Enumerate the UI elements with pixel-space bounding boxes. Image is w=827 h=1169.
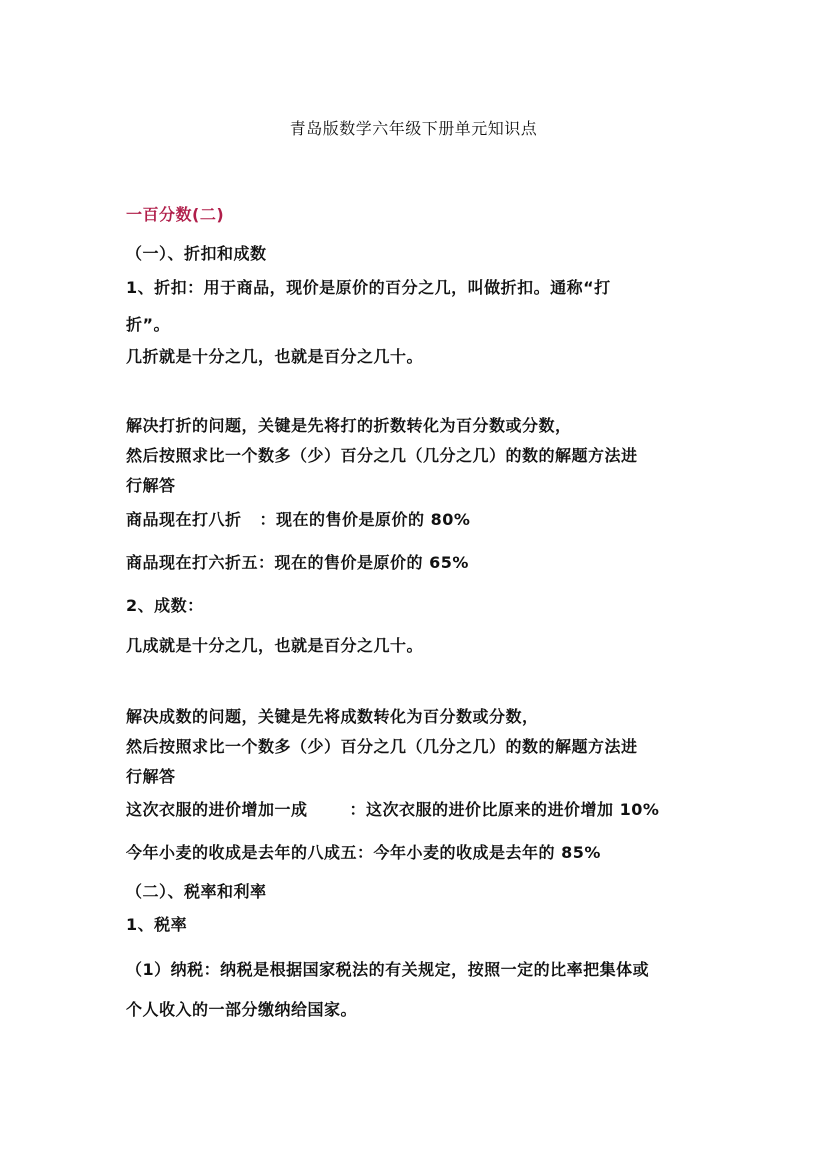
example-result: ：这次衣服的进价比原来的进价增加 10% (349, 800, 660, 819)
example-line: 商品现在打六折五：现在的售价是原价的 65% (126, 553, 469, 572)
example-line: 今年小麦的收成是去年的八成五：今年小麦的收成是去年的 85% (126, 843, 601, 862)
subsection-heading: （二）、税率和利率 (126, 882, 267, 901)
example-result: ：现在的售价是原价的 80% (259, 510, 471, 529)
paragraph-line: 行解答 (126, 767, 176, 786)
subsection-heading: （一）、折扣和成数 (126, 244, 267, 263)
example-text: 这次衣服的进价增加一成 (126, 800, 308, 819)
paragraph-line: 然后按照求比一个数多（少）百分之几（几分之几）的数的解题方法进 (126, 737, 638, 756)
paragraph-line: 几成就是十分之几，也就是百分之几十。 (126, 636, 424, 655)
document-title: 青岛版数学六年级下册单元知识点 (289, 119, 538, 138)
paragraph-line: 行解答 (126, 476, 176, 495)
paragraph-line: 几折就是十分之几，也就是百分之几十。 (126, 347, 424, 366)
paragraph-line: 个人收入的一部分缴纳给国家。 (126, 1000, 358, 1019)
example-line (126, 507, 470, 530)
paragraph-line: 1、折扣：用于商品，现价是原价的百分之几，叫做折扣。通称“打 (126, 278, 611, 297)
paragraph-line: （1）纳税：纳税是根据国家税法的有关规定，按照一定的比率把集体或 (126, 960, 650, 979)
example-text: 商品现在打八折 (126, 510, 242, 529)
paragraph-line: 解决打折的问题，关键是先将打的折数转化为百分数或分数， (126, 416, 572, 435)
paragraph-line: 折”。 (126, 315, 171, 334)
subsection-heading: 2、成数： (126, 596, 204, 615)
section-heading: 一百分数(二) (126, 205, 225, 224)
paragraph-line: 然后按照求比一个数多（少）百分之几（几分之几）的数的解题方法进 (126, 446, 638, 465)
subsection-heading: 1、税率 (126, 915, 188, 934)
example-line (126, 797, 659, 820)
paragraph-line: 解决成数的问题，关键是先将成数转化为百分数或分数， (126, 707, 539, 726)
